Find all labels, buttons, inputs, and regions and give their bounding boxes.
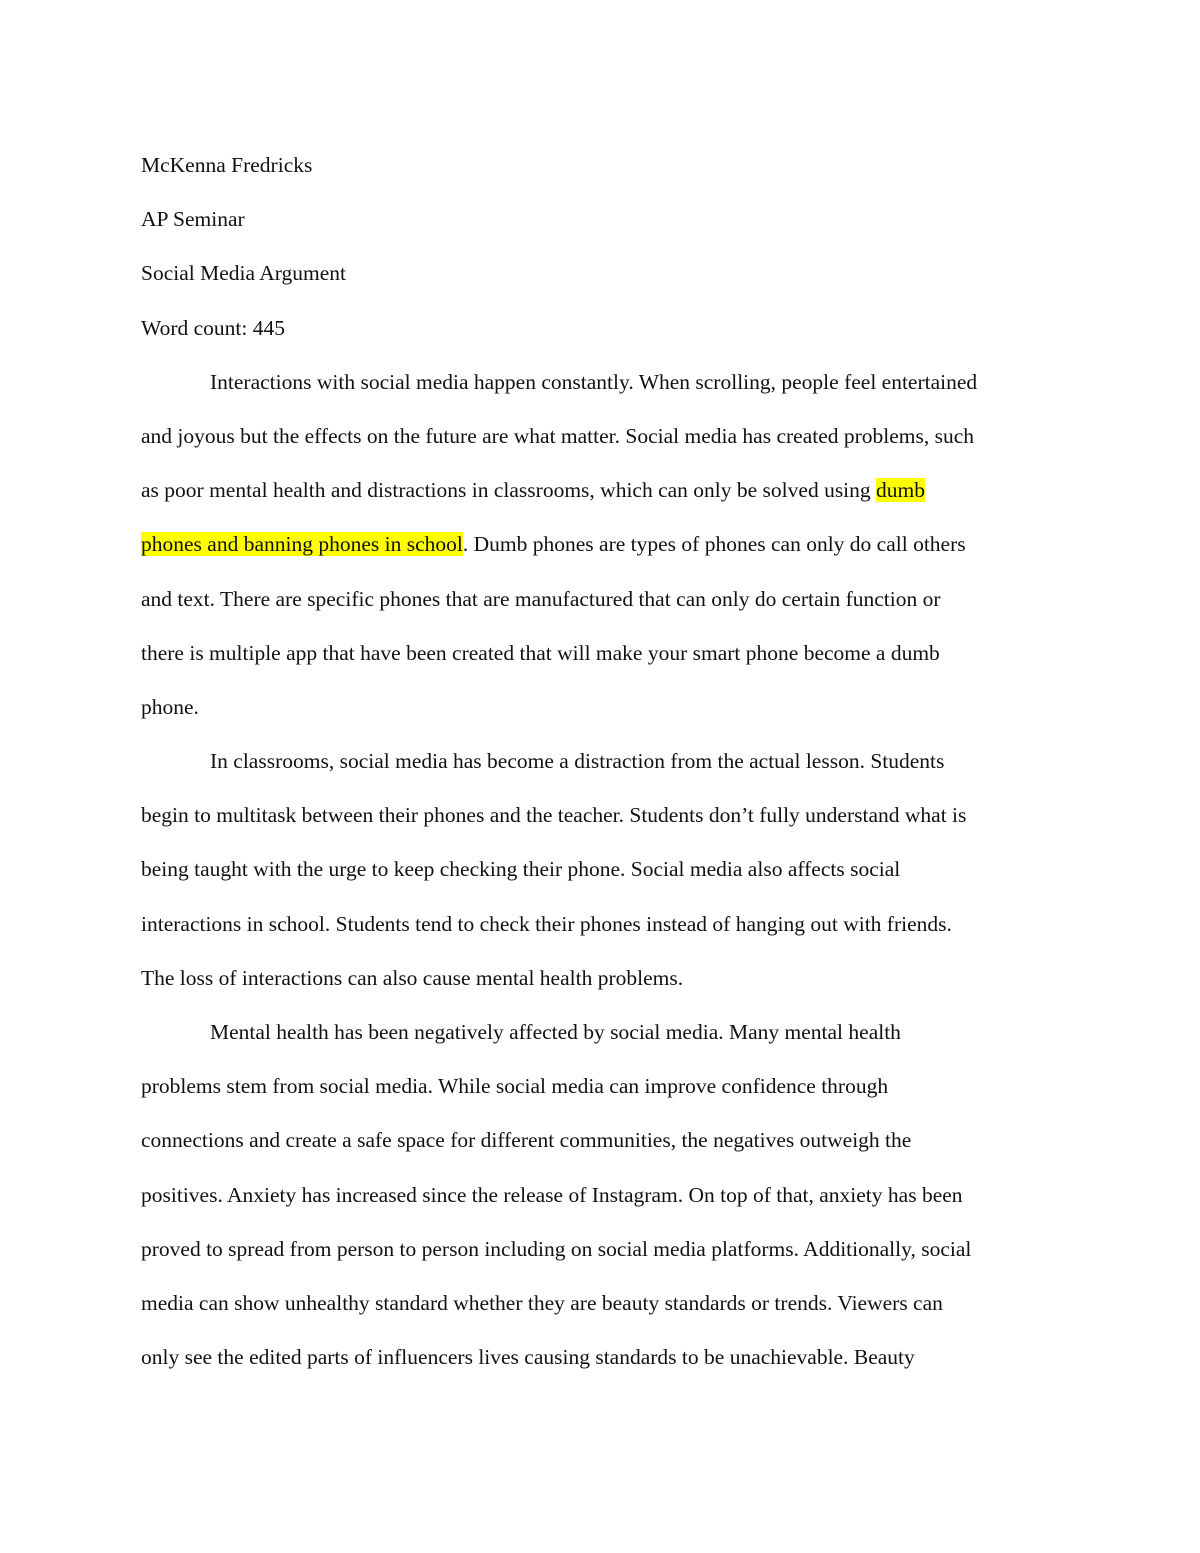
- paragraph-line: The loss of interactions can also cause mental health problems.: [141, 965, 684, 990]
- paragraph-line: and text. There are specific phones that are manufactured that can only do certain function or: [141, 586, 941, 611]
- line-text: . Dumb phones are types of phones can only do call others: [462, 532, 966, 557]
- paragraph-line: Mental health has been negatively affected by social media. Many mental health: [210, 1020, 901, 1044]
- paragraph-3: [141, 1005, 1066, 1384]
- word-count: Word count: 445: [141, 315, 285, 340]
- paragraph-line: connections and create a safe space for different communities, the negatives outweigh the: [141, 1128, 912, 1153]
- highlighted-text: phones and banning phones in school: [141, 532, 463, 557]
- paragraph-line: phone.: [141, 694, 199, 719]
- paragraph-line: begin to multitask between their phones and the teacher. Students don’t fully understand what is: [141, 803, 967, 828]
- paragraph-line: problems stem from social media. While social media can improve confidence through: [141, 1074, 889, 1099]
- paragraph-line: In classrooms, social media has become a distraction from the actual lesson. Students: [210, 749, 945, 774]
- paragraph-1: [141, 355, 1066, 734]
- document-title: Social Media Argument: [141, 261, 347, 286]
- paragraph-line: [141, 463, 1066, 517]
- document-body: [141, 138, 1066, 1384]
- paragraph-line: positives. Anxiety has increased since the release of Instagram. On top of that, anxiety has been: [141, 1182, 963, 1207]
- paragraph-line: and joyous but the effects on the future are what matter. Social media has created problems, such: [141, 423, 975, 448]
- paragraph-2: [141, 734, 1066, 1005]
- paragraph-line: [141, 517, 1066, 571]
- line-text: as poor mental health and distractions in classrooms, which can only be solved using: [141, 478, 877, 503]
- paragraph-line: being taught with the urge to keep checking their phone. Social media also affects social: [141, 857, 901, 882]
- paragraph-line: media can show unhealthy standard whether they are beauty standards or trends. Viewers can: [141, 1290, 943, 1315]
- author-name: McKenna Fredricks: [141, 153, 313, 177]
- course-name: AP Seminar: [141, 207, 245, 232]
- paragraph-line: Interactions with social media happen constantly. When scrolling, people feel entertained: [210, 369, 978, 394]
- paragraph-line: proved to spread from person to person including on social media platforms. Additionally, social: [141, 1236, 972, 1261]
- paragraph-line: only see the edited parts of influencers lives causing standards to be unachievable. Beauty: [141, 1345, 915, 1370]
- paragraph-line: interactions in school. Students tend to check their phones instead of hanging out with friends.: [141, 911, 952, 936]
- paragraph-line: there is multiple app that have been created that will make your smart phone become a dumb: [141, 640, 940, 665]
- highlighted-text: dumb: [876, 478, 926, 503]
